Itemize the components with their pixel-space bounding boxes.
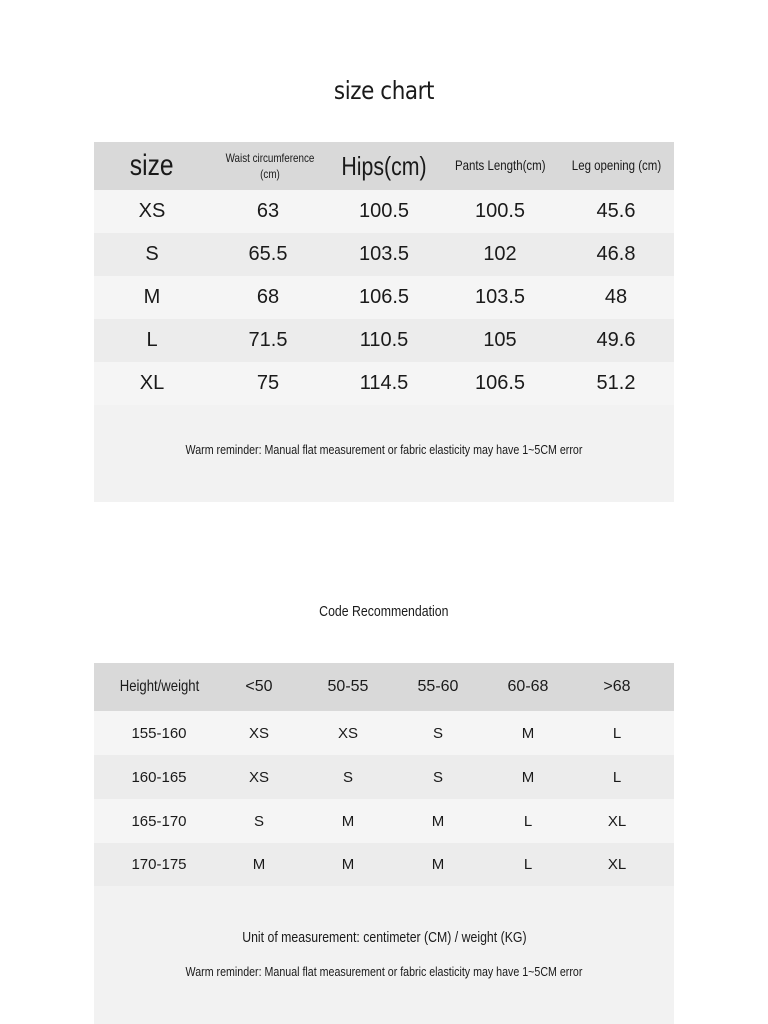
table-row bbox=[94, 362, 674, 405]
table-row bbox=[94, 799, 674, 843]
size-cell: XS bbox=[248, 724, 269, 742]
pants-length-cell: 103.5 bbox=[474, 286, 526, 308]
size-cell: XS bbox=[138, 200, 166, 222]
leg-opening-cell: 45.6 bbox=[596, 200, 636, 222]
size-cell: S bbox=[253, 812, 264, 830]
code-recommendation-header-row bbox=[94, 663, 674, 711]
table-row bbox=[94, 276, 674, 319]
size-cell: XL bbox=[607, 856, 627, 873]
header-weight-55-60: 55-60 bbox=[417, 678, 459, 695]
hips-cell: 100.5 bbox=[358, 200, 410, 222]
leg-opening-cell: 46.8 bbox=[596, 243, 636, 265]
waist-cell: 63 bbox=[256, 200, 280, 222]
size-chart-header-row bbox=[94, 142, 674, 190]
size-cell: L bbox=[612, 768, 622, 786]
table-row bbox=[94, 319, 674, 362]
size-cell: XL bbox=[607, 812, 627, 830]
waist-cell: 75 bbox=[256, 372, 280, 394]
header-weight-60-68: 60-68 bbox=[507, 678, 549, 695]
table-row bbox=[94, 233, 674, 276]
size-cell: XS bbox=[337, 724, 358, 742]
size-cell: XL bbox=[139, 372, 165, 394]
hips-cell: 106.5 bbox=[358, 286, 410, 308]
height-cell: 155-160 bbox=[131, 724, 187, 742]
height-cell: 170-175 bbox=[131, 856, 187, 873]
code-recommendation-table bbox=[94, 663, 674, 1024]
waist-cell: 65.5 bbox=[248, 243, 288, 265]
size-cell: M bbox=[143, 286, 161, 308]
header-hips: Hips(cm) bbox=[341, 150, 427, 181]
pants-length-cell: 105 bbox=[483, 329, 517, 351]
size-cell: XS bbox=[248, 768, 269, 786]
code-recommendation-reminder: Warm reminder: Manual flat measurement or fabric elasticity may have 1~5CM error bbox=[185, 964, 583, 979]
pants-length-cell: 106.5 bbox=[474, 372, 526, 394]
size-cell: M bbox=[521, 768, 535, 786]
size-cell: S bbox=[145, 243, 159, 265]
height-cell: 165-170 bbox=[131, 812, 187, 830]
header-height-weight: Height/weight bbox=[119, 678, 199, 695]
size-cell: M bbox=[252, 856, 266, 873]
size-cell: M bbox=[341, 812, 355, 830]
size-cell: S bbox=[432, 724, 443, 742]
waist-cell: 71.5 bbox=[248, 329, 288, 351]
table-row bbox=[94, 190, 674, 233]
leg-opening-cell: 48 bbox=[604, 286, 628, 308]
header-size: size bbox=[130, 149, 174, 182]
size-cell: M bbox=[431, 856, 445, 873]
pants-length-cell: 102 bbox=[483, 243, 517, 265]
size-cell: L bbox=[523, 856, 533, 873]
leg-opening-cell: 51.2 bbox=[596, 372, 636, 394]
header-weight-under-50: <50 bbox=[245, 678, 273, 695]
unit-of-measurement-note: Unit of measurement: centimeter (CM) / weight (KG) bbox=[241, 929, 527, 946]
table-row bbox=[94, 711, 674, 755]
leg-opening-cell: 49.6 bbox=[596, 329, 636, 351]
size-cell: M bbox=[521, 724, 535, 742]
size-cell: S bbox=[432, 768, 443, 786]
header-leg-opening: Leg opening (cm) bbox=[571, 157, 661, 173]
size-cell: M bbox=[341, 856, 355, 873]
size-chart-table bbox=[94, 142, 674, 502]
hips-cell: 114.5 bbox=[359, 372, 409, 394]
size-cell: M bbox=[431, 812, 445, 830]
hips-cell: 110.5 bbox=[359, 329, 409, 351]
height-cell: 160-165 bbox=[131, 768, 187, 786]
size-cell: S bbox=[342, 768, 353, 786]
size-cell: L bbox=[523, 812, 533, 830]
header-pants-length: Pants Length(cm) bbox=[454, 157, 546, 173]
hips-cell: 103.5 bbox=[358, 243, 410, 265]
size-cell: L bbox=[146, 329, 158, 351]
table-row bbox=[94, 843, 674, 886]
pants-length-cell: 100.5 bbox=[474, 200, 526, 222]
waist-cell: 68 bbox=[256, 286, 280, 308]
size-cell: L bbox=[612, 724, 622, 742]
code-recommendation-title: Code Recommendation bbox=[319, 603, 449, 620]
header-weight-over-68: >68 bbox=[603, 678, 631, 695]
header-weight-50-55: 50-55 bbox=[327, 678, 369, 695]
size-chart-reminder: Warm reminder: Manual flat measurement or fabric elasticity may have 1~5CM error bbox=[185, 442, 583, 457]
header-waist: Waist circumference (cm) bbox=[225, 150, 315, 181]
size-chart-title: size chart bbox=[333, 76, 435, 105]
table-row bbox=[94, 755, 674, 799]
